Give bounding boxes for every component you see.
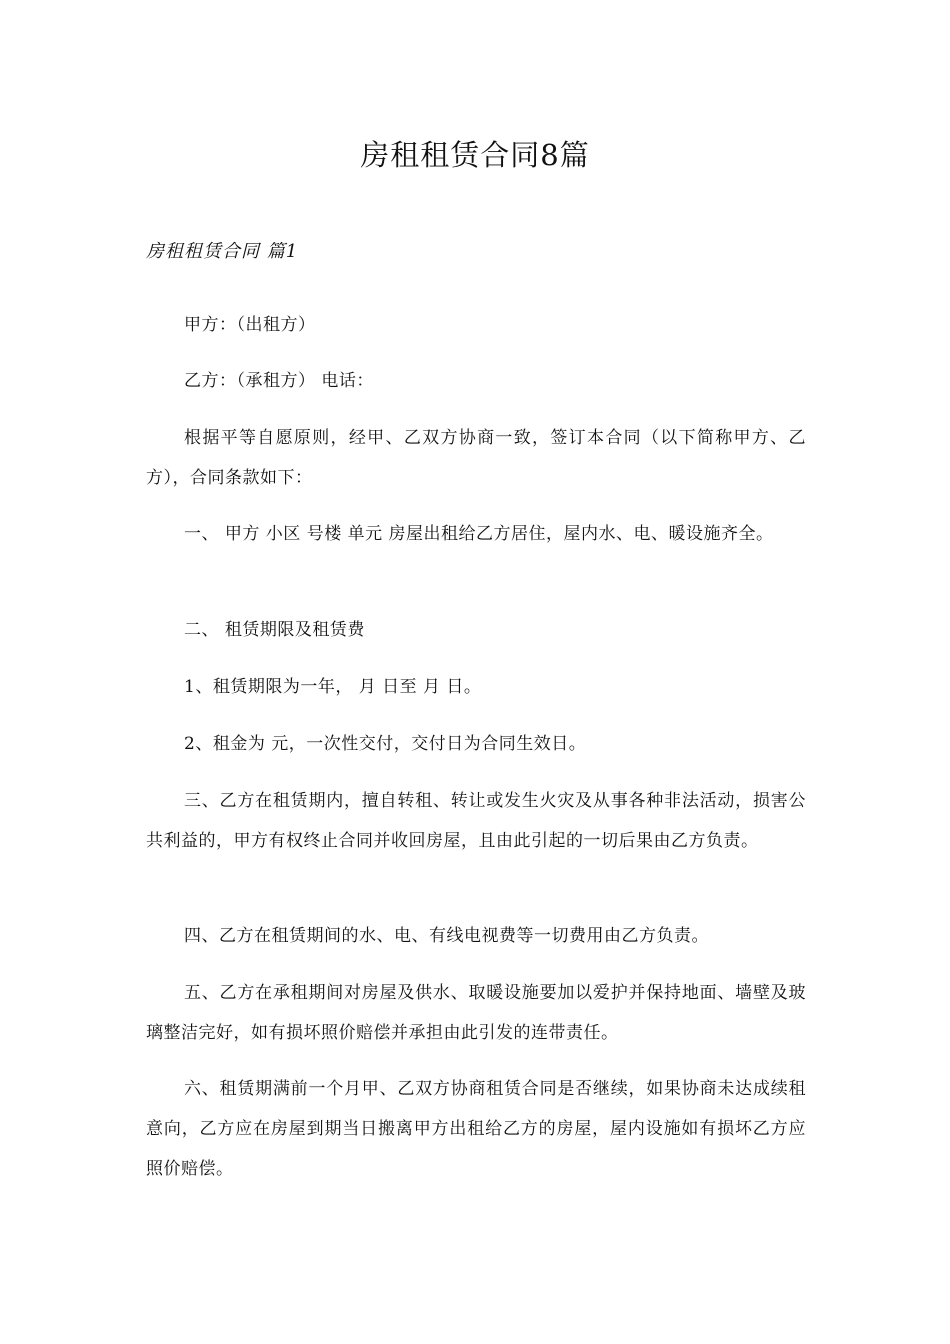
paragraph-clause-4: 四、乙方在租赁期间的水、电、有线电视费等一切费用由乙方负责。 bbox=[184, 926, 709, 946]
section-title: 房租租赁合同 篇1 bbox=[146, 241, 299, 262]
paragraph-clause-1: 一、 甲方 小区 号楼 单元 房屋出租给乙方居住，屋内水、电、暖设施齐全。 bbox=[184, 524, 774, 544]
paragraph-clause-2: 二、 租赁期限及租赁费 bbox=[184, 620, 365, 640]
paragraph-party-b: 乙方：（承租方） 电话： bbox=[184, 371, 374, 391]
paragraph-clause-2-1: 1、租赁期限为一年， 月 日至 月 日。 bbox=[184, 677, 482, 697]
paragraph-clause-3: 三、乙方在租赁期内，擅自转租、转让或发生火灾及从事各种非法活动，损害公共利益的，甲方有权终止合同并收回房屋，且由此引起的一切后果由乙方负责。 bbox=[146, 791, 806, 851]
paragraph-preamble: 根据平等自愿原则，经甲、乙双方协商一致，签订本合同（以下简称甲方、乙方），合同条款如下： bbox=[146, 428, 806, 488]
paragraph-clause-5: 五、乙方在承租期间对房屋及供水、取暖设施要加以爱护并保持地面、墙壁及玻璃整洁完好，如有损坏照价赔偿并承担由此引发的连带责任。 bbox=[146, 983, 806, 1043]
paragraph-clause-2-2: 2、租金为 元，一次性交付，交付日为合同生效日。 bbox=[184, 734, 587, 754]
document-title: 房租租赁合同8篇 bbox=[360, 138, 590, 172]
paragraph-party-a: 甲方：（出租方） bbox=[184, 315, 316, 335]
paragraph-clause-6: 六、租赁期满前一个月甲、乙双方协商租赁合同是否继续，如果协商未达成续租意向，乙方应在房屋到期当日搬离甲方出租给乙方的房屋，屋内设施如有损坏乙方应照价赔偿。 bbox=[146, 1079, 806, 1179]
